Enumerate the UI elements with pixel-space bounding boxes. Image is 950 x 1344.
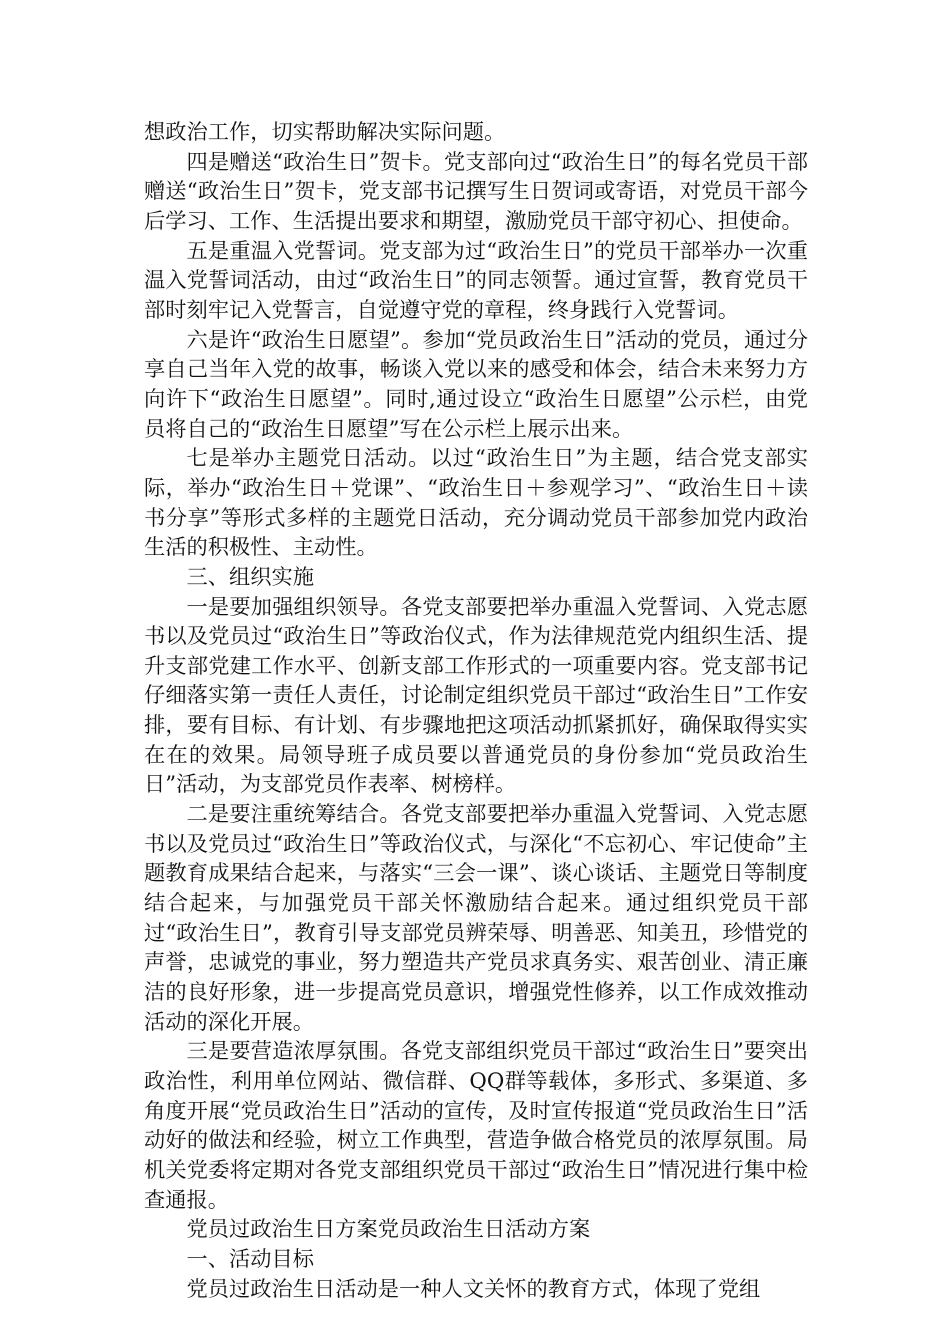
paragraph-implementation-1: 一是要加强组织领导。各党支部要把举办重温入党誓词、入党志愿书以及党员过“政治生日”等政治仪式，作为法律规范党内组织生活、提升支部党建工作水平、创新支部工作形式的一项重要内容。党支部书记仔细落实第一责任人责任，讨论制定组织党员干部过“政治生日”工作安排，要有目标、有计划、有步骤地把这项活动抓紧抓好，确保取得实实在在的效果。局领导班子成员要以普通党员的身份参加“党员政治生日”活动，为支部党员作表率、树榜样。 bbox=[144, 594, 808, 798]
paragraph-goal-intro: 党员过政治生日活动是一种人文关怀的教育方式，体现了党组 bbox=[186, 1276, 761, 1302]
paragraph-item-6-wish: 六是许“政治生日愿望”。参加“党员政治生日”活动的党员，通过分享自己当年入党的故事，畅谈入党以来的感受和体会，结合未来努力方向许下“政治生日愿望”。同时,通过设立“政治生日愿望”公示栏，由党员将自己的“政治生日愿望”写在公示栏上展示出来。 bbox=[144, 327, 808, 442]
section-heading-implementation: 三、组织实施 bbox=[186, 564, 315, 590]
paragraph-item-5-oath: 五是重温入党誓词。党支部为过“政治生日”的党员干部举办一次重温入党誓词活动，由过“政治生日”的同志领誓。通过宣誓，教育党员干部时刻牢记入党誓言，自觉遵守党的章程，终身践行入党誓词。 bbox=[144, 238, 808, 323]
document-title-line: 党员过政治生日方案党员政治生日活动方案 bbox=[186, 1217, 591, 1243]
paragraph-item-4-greeting-card: 四是赠送“政治生日”贺卡。党支部向过“政治生日”的每名党员干部赠送“政治生日”贺卡，党支部书记撰写生日贺词或寄语，对党员干部今后学习、工作、生活提出要求和期望，激励党员干部守初心、担使命。 bbox=[144, 149, 808, 234]
paragraph-implementation-3: 三是要营造浓厚氛围。各党支部组织党员干部过“政治生日”要突出政治性，利用单位网站、微信群、QQ群等载体，多形式、多渠道、多角度开展“党员政治生日”活动的宣传，及时宣传报道“党员政治生日”活动好的做法和经验，树立工作典型，营造争做合格党员的浓厚氛围。局机关党委将定期对各党支部组织党员干部过“政治生日”情况进行集中检查通报。 bbox=[144, 1039, 808, 1213]
paragraph-item-7-party-day: 七是举办主题党日活动。以过“政治生日”为主题，结合党支部实际，举办“政治生日＋党课”、“政治生日＋参观学习”、“政治生日＋读书分享”等形式多样的主题党日活动，充分调动党员干部参加党内政治生活的积极性、主动性。 bbox=[144, 446, 808, 561]
document-body bbox=[144, 118, 808, 1304]
paragraph-implementation-2: 二是要注重统筹结合。各党支部要把举办重温入党誓词、入党志愿书以及党员过“政治生日”等政治仪式，与深化“不忘初心、牢记使命”主题教育成果结合起来，与落实“三会一课”、谈心谈话、主题党日等制度结合起来，与加强党员干部关怀激励结合起来。通过组织党员干部过“政治生日”，教育引导支部党员辨荣辱、明善恶、知美丑，珍惜党的声誉，忠诚党的事业，努力塑造共产党员求真务实、艰苦创业、清正廉洁的良好形象，进一步提高党员意识，增强党性修养，以工作成效推动活动的深化开展。 bbox=[144, 802, 808, 1035]
section-heading-goal: 一、活动目标 bbox=[186, 1246, 315, 1272]
paragraph-continuation: 想政治工作，切实帮助解决实际问题。 bbox=[144, 120, 506, 145]
